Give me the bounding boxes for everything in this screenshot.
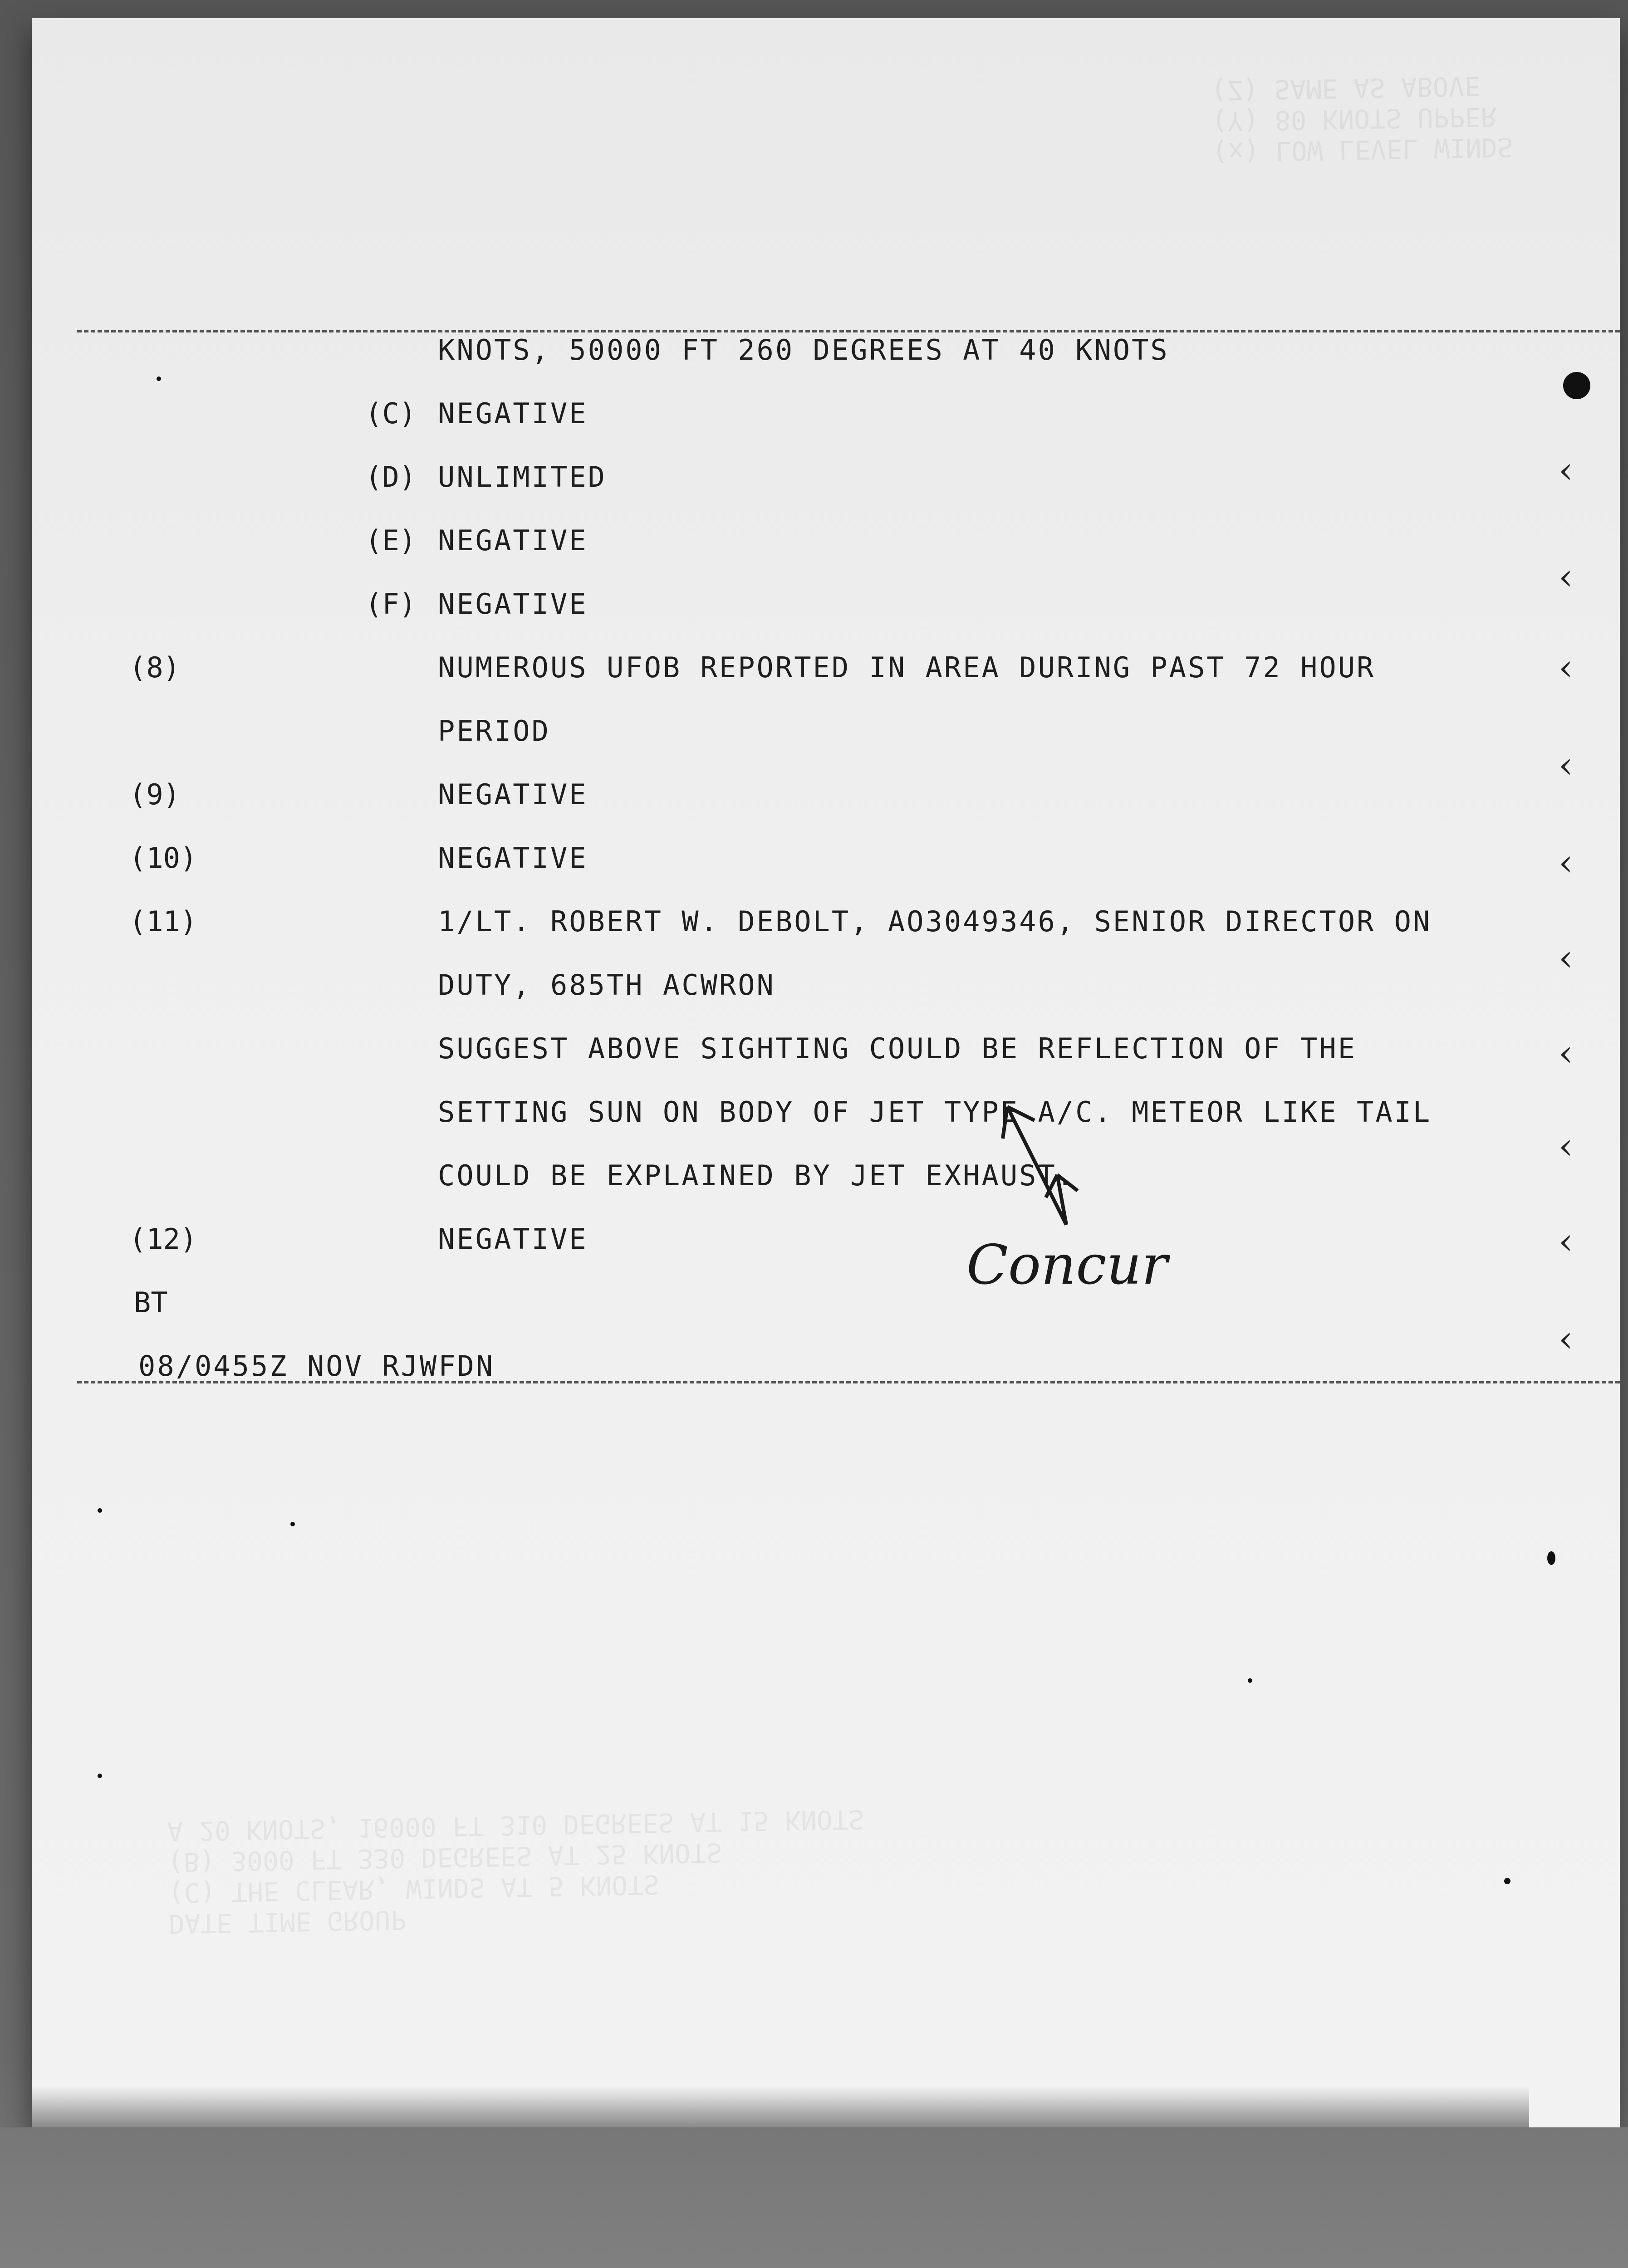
section-11-line-3: SUGGEST ABOVE SIGHTING COULD BE REFLECTION OF THE xyxy=(438,1032,1357,1065)
scan-background xyxy=(0,2127,1628,2268)
binder-mark: ‹ xyxy=(1559,1318,1573,1360)
section-label-8: (8) xyxy=(129,651,180,684)
date-time-group-line: 08/0455Z NOV RJWFDN xyxy=(138,1349,495,1383)
section-11-line-1: 1/LT. ROBERT W. DEBOLT, AO3049346, SENIOR DIRECTOR ON xyxy=(438,905,1432,938)
section-12-line-1: NEGATIVE xyxy=(438,1222,588,1256)
speck xyxy=(98,1774,102,1778)
closing-bt: BT xyxy=(134,1286,168,1319)
item-label-d: (D) xyxy=(365,460,416,494)
section-11-line-5: COULD BE EXPLAINED BY JET EXHAUST. xyxy=(438,1159,1076,1192)
section-label-12: (12) xyxy=(129,1222,197,1256)
speck xyxy=(290,1522,295,1526)
section-10-line-1: NEGATIVE xyxy=(438,841,588,875)
bleed-through-text: (x) LOW LEVEL WINDS (Y) 80 KNOTS UPPER (Z) SAME AS ABOVE xyxy=(1211,70,1514,168)
binder-mark: ‹ xyxy=(1559,646,1573,689)
item-label-f: (F) xyxy=(365,587,416,621)
section-label-10: (10) xyxy=(129,841,197,875)
binder-mark: ‹ xyxy=(1559,1125,1573,1167)
binder-mark: ‹ xyxy=(1559,937,1573,979)
item-text-f: NEGATIVE xyxy=(438,587,588,621)
top-perforation-line xyxy=(77,330,1620,332)
speck xyxy=(157,376,161,381)
item-label-e: (E) xyxy=(365,524,416,557)
binder-mark: ‹ xyxy=(1559,1220,1573,1262)
binder-mark: ‹ xyxy=(1559,449,1573,491)
speck xyxy=(1547,1551,1555,1565)
section-label-11: (11) xyxy=(129,905,197,938)
section-11-line-4: SETTING SUN ON BODY OF JET TYPE A/C. METEOR LIKE TAIL xyxy=(438,1095,1432,1129)
handwritten-arrows xyxy=(980,1089,1152,1234)
item-label-c: (C) xyxy=(365,397,416,430)
section-label-9: (9) xyxy=(129,778,180,811)
section-11-line-2: DUTY, 685TH ACWRON xyxy=(438,968,775,1002)
section-8-line-2: PERIOD xyxy=(438,714,550,748)
handwritten-concur-text: Concur xyxy=(966,1234,1168,1297)
binder-mark: ‹ xyxy=(1559,841,1573,884)
item-text-e: NEGATIVE xyxy=(438,524,588,557)
bleed-through-text: DATE TIME GROUP (C) THE CLEAR, WINDS AT 5 KNOTS (B) 3000 FT 330 DEGREES AT 25 KNOTS A 20 KNOTS, 16000 FT 310 DEGREES AT 15 KNOTS xyxy=(167,1804,865,1940)
speck xyxy=(98,1508,102,1513)
item-text-d: UNLIMITED xyxy=(438,460,607,494)
section-9-line-1: NEGATIVE xyxy=(438,778,588,811)
section-8-line-1: NUMEROUS UFOB REPORTED IN AREA DURING PAST 72 HOUR xyxy=(438,651,1376,684)
item-text-c: NEGATIVE xyxy=(438,397,588,430)
binder-mark: ‹ xyxy=(1559,1032,1573,1074)
binder-mark: ‹ xyxy=(1559,744,1573,786)
speck xyxy=(1504,1878,1510,1884)
binder-mark: ‹ xyxy=(1559,556,1573,598)
speck xyxy=(1248,1678,1252,1683)
header-line: KNOTS, 50000 FT 260 DEGREES AT 40 KNOTS xyxy=(438,333,1169,367)
bottom-perforation-line xyxy=(77,1381,1620,1383)
punch-hole-mark xyxy=(1563,372,1590,399)
